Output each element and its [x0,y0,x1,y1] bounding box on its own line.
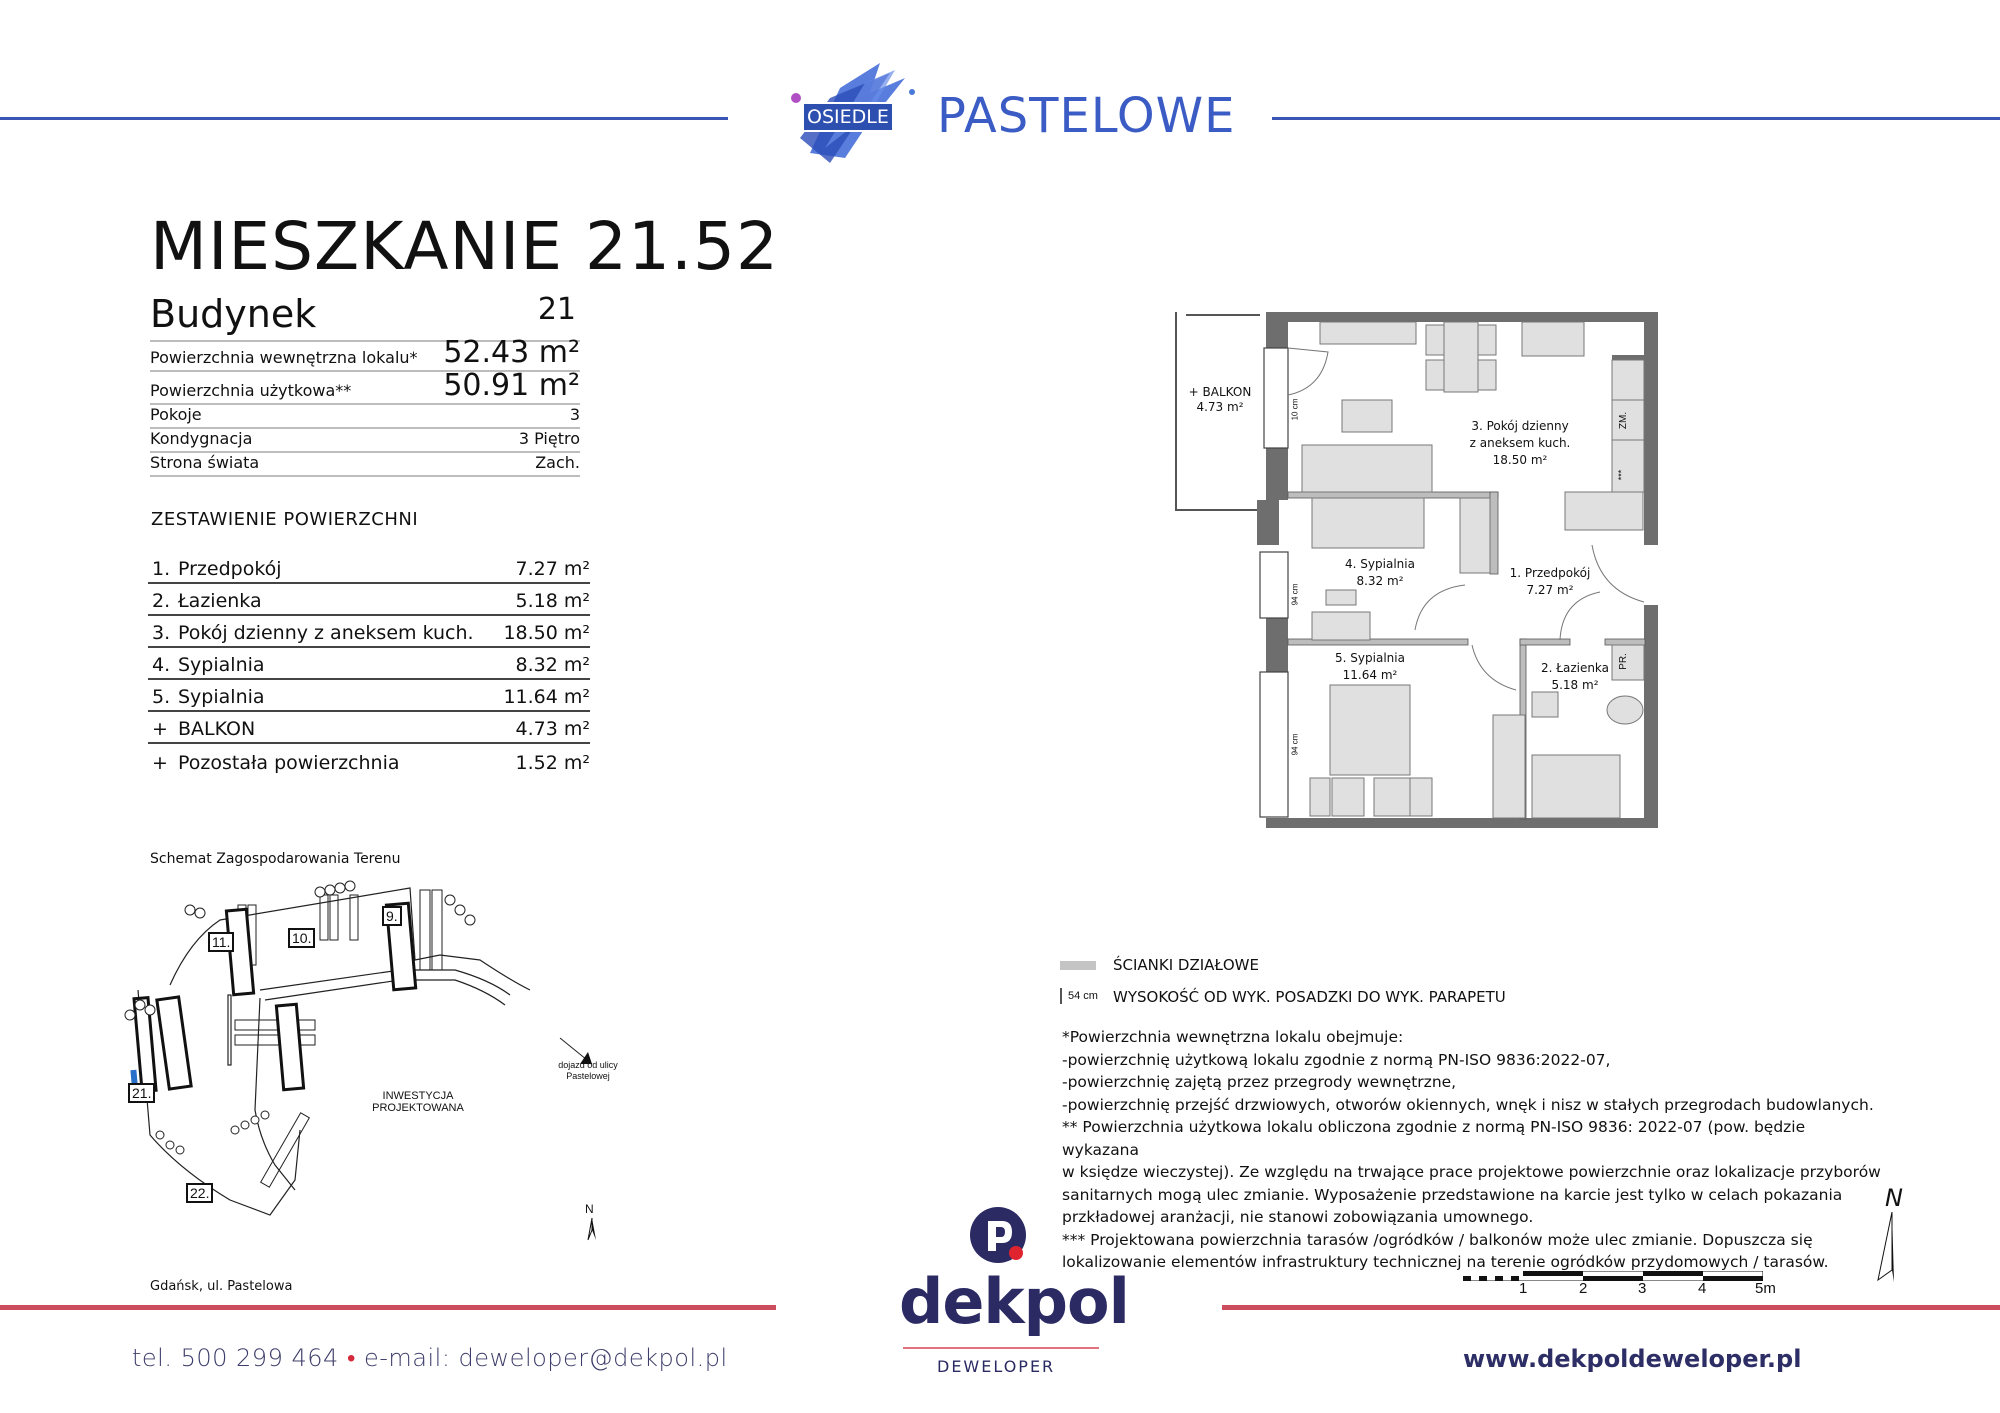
info-value: 3 Piętro [518,429,580,448]
label-pr: PR. [1617,653,1629,670]
area-name: Przedpokój [178,558,282,580]
legend-sill-sample: 54 cm [1068,990,1098,1002]
area-num: 2. [152,590,171,612]
header-rule-left [0,117,728,120]
area-row [148,585,590,616]
area-num: 5. [152,686,171,708]
footer-phone[interactable]: tel. 500 299 464 [132,1344,339,1372]
area-num: + [152,718,168,740]
investment-label [358,1090,478,1114]
room-name: + BALKON [1188,385,1252,399]
building-label-21 [128,1083,155,1103]
label-zm: ZM. [1618,411,1630,430]
access-label [548,1060,628,1082]
room-area: 5.18 m² [1551,678,1599,692]
area-name: Pokój dzienny z aneksem kuch. [178,622,474,644]
room-name-2: z aneksem kuch. [1469,436,1571,450]
area-value: 1.52 m² [515,752,590,774]
note-line: lokalizowanie elementów infrastruktury technicznej na terenie ogródków przydomowych / tarasów. [1062,1253,1829,1271]
info-row-floor [150,429,580,453]
area-value: 8.32 m² [515,654,590,676]
room-label-przedpokoj [1495,565,1605,599]
room-label-pokoj-dzienny [1450,418,1590,469]
area-row [148,713,590,744]
floor-plan [1160,300,1720,840]
area-value: 18.50 m² [503,622,590,644]
building-number: 9. [386,908,398,924]
info-row-rooms [150,405,580,429]
info-value: Zach. [535,453,580,472]
info-label: Strona świata [150,453,260,472]
scale-bar [1463,1268,1763,1278]
area-name: Sypialnia [178,654,265,676]
note-line: sanitarnych mogą ulec zmianie. Wyposażenie przedstawione na karcie jest tylko w celach pokazania [1062,1185,1843,1204]
note-line: ** Powierzchnia użytkowa lokalu obliczona zgodnie z normą PN-ISO 9836: 2022-07 (pow. będzie wykazana [1062,1118,1806,1159]
building-label-9 [382,906,402,926]
room-name: 3. Pokój dzienny [1471,419,1569,433]
info-label: Powierzchnia użytkowa** [150,381,352,400]
building-label-11 [208,932,234,952]
building-number: 10. [292,930,312,946]
site-north-label: N [585,1202,594,1216]
room-area: 7.27 m² [1526,583,1574,597]
note-line: -powierzchnię zajętą przez przegrody wewnętrzne, [1062,1073,1457,1091]
area-name: Sypialnia [178,686,265,708]
room-name: 1. Przedpokój [1509,566,1591,580]
sill-label-10: 10 cm [1290,398,1300,421]
footer-email[interactable]: e-mail: deweloper@dekpol.pl [363,1344,728,1372]
footer-rule-right [1222,1305,2000,1310]
room-name: 4. Sypialnia [1345,557,1415,571]
header-rule-right [1272,117,2000,120]
info-label: Pokoje [150,405,202,424]
legend-partition: ŚCIANKI DZIAŁOWE [1113,956,1259,974]
scale-tick-5m: 5m [1755,1280,1776,1297]
building-value: 21 [537,292,576,327]
area-row [148,617,590,648]
footer-rule-left [0,1305,776,1310]
dekpol-divider [903,1347,1099,1349]
scale-tick-1: 1 [1519,1280,1528,1297]
logo-badge: OSIEDLE [802,102,894,132]
dekpol-wordmark: dekpol [899,1265,1129,1338]
north-label: N [1885,1184,1903,1212]
room-name: 5. Sypialnia [1335,651,1405,665]
area-num: 4. [152,654,171,676]
building-number: 22. [190,1185,210,1201]
building-label-22 [186,1183,213,1203]
info-row-orientation [150,453,580,477]
area-name: Pozostała powierzchnia [178,752,400,774]
building-label-10 [288,928,315,948]
area-value: 11.64 m² [503,686,590,708]
bullet-dot-icon: • [346,1344,356,1372]
apartment-title: MIESZKANIE 21.52 [150,208,779,285]
sill-label-94a: 94 cm [1290,583,1300,606]
note-line: *** Projektowana powierzchnia tarasów /ogródków / balkonów może ulec zmianie. Dopuszcza się [1062,1230,1813,1249]
legend-sill-text: WYSOKOŚĆ OD WYK. POSADZKI DO WYK. PARAPETU [1113,988,1506,1006]
room-name: 2. Łazienka [1540,661,1610,675]
room-area: 4.73 m² [1196,400,1244,414]
area-num: 1. [152,558,171,580]
room-label-sypialnia-5 [1320,650,1420,684]
partition-swatch [1060,961,1096,970]
building-number: 21. [132,1085,152,1101]
dekpol-logo [895,1205,1129,1385]
footer-contact [132,1344,728,1373]
room-label-balkon [1180,385,1260,415]
sill-height-icon [1060,988,1062,1004]
room-area: 11.64 m² [1342,668,1398,682]
building-label: Budynek [150,292,317,336]
scale-tick-2: 2 [1579,1280,1588,1297]
site-plan-title: Schemat Zagospodarowania Terenu [150,851,401,867]
building-number: 11. [212,934,231,950]
area-name: BALKON [178,718,256,740]
label-fridge: *** [1616,469,1627,481]
footer-url[interactable]: www.dekpoldeweloper.pl [1463,1345,1802,1373]
investment-label-line2: PROJEKTOWANA [372,1102,464,1114]
area-row [148,681,590,712]
area-row [148,553,590,584]
brand-title: PASTELOWE [937,88,1236,144]
area-row [148,649,590,680]
room-area: 18.50 m² [1492,453,1548,467]
scale-bar-graphic [1463,1271,1763,1281]
room-label-lazienka [1535,660,1615,694]
note-line: -powierzchnię użytkową lokalu zgodnie z normą PN-ISO 9836:2022-07, [1062,1050,1611,1069]
info-value: 3 [569,405,580,424]
area-value: 4.73 m² [515,718,590,740]
note-line: przkładowej aranżacji, nie stanowi zobowiązania umownego. [1062,1208,1534,1226]
scale-tick-3: 3 [1638,1280,1647,1297]
info-row-usable-area [150,368,580,405]
north-arrow-icon [1874,1212,1904,1289]
area-num: 3. [152,622,171,644]
room-area: 8.32 m² [1356,574,1404,588]
area-value: 5.18 m² [515,590,590,612]
access-label-line2: Pastelowej [566,1071,610,1081]
area-name: Łazienka [178,590,262,612]
info-value: 52.43 m² [443,335,580,370]
osiedle-logo [770,58,920,168]
access-label-line1: dojazd od ulicy [558,1060,618,1070]
note-line: w księdze wieczystej). Ze względu na trwające prace projektowe powierzchnie oraz lokalizacje przyborów [1062,1163,1881,1181]
floor-plan-drawing [1160,300,1720,840]
room-label-sypialnia-4 [1330,556,1430,590]
info-label: Powierzchnia wewnętrzna lokalu* [150,348,418,367]
area-value: 7.27 m² [515,558,590,580]
notes-block [1062,1026,1882,1274]
site-location: Gdańsk, ul. Pastelowa [150,1279,293,1294]
area-row [148,745,590,776]
site-plan-map [120,880,680,1260]
scale-tick-4: 4 [1698,1280,1707,1297]
investment-label-line1: INWESTYCJA [382,1090,454,1102]
note-line: *Powierzchnia wewnętrzna lokalu obejmuje: [1062,1028,1404,1046]
info-label: Kondygnacja [150,429,253,448]
dekpol-mark-icon [968,1205,1032,1269]
info-value: 50.91 m² [443,368,580,403]
dekpol-sub: DEWELOPER [937,1357,1056,1376]
note-line: -powierzchnię przejść drzwiowych, otworów okiennych, wnęk i nisz w stałych przegrodach budowlanych. [1062,1095,1874,1114]
area-num: + [152,752,168,774]
sill-label-94b: 94 cm [1290,733,1300,756]
info-row-internal-area [150,335,580,372]
areas-section-title: ZESTAWIENIE POWIERZCHNI [151,509,419,530]
